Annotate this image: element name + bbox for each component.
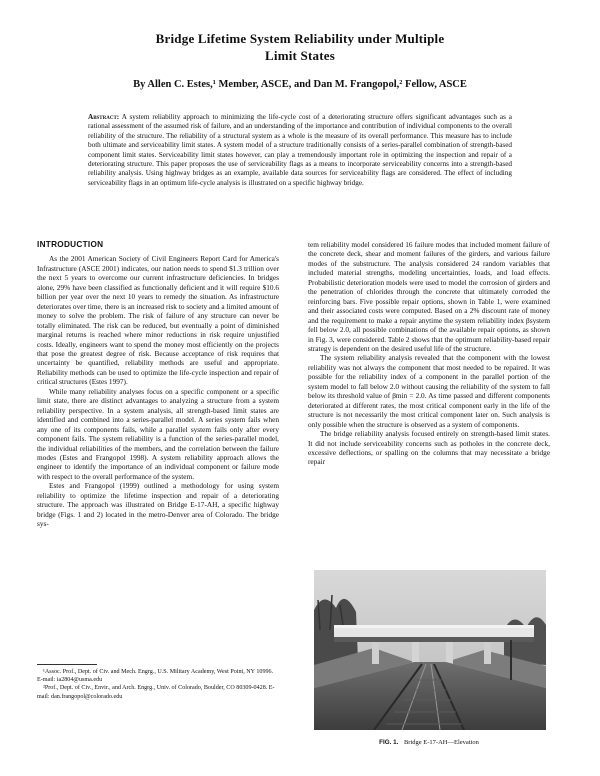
- footnote-1: ¹Assoc. Prof., Dept. of Civ. and Mech. Engrg., U.S. Military Academy, West Point, NY 10996. E-mail: ia2804@usma.edu: [37, 669, 274, 684]
- left-column: [37, 240, 279, 529]
- figure-label: FIG. 1.: [379, 739, 399, 746]
- paragraph: tem reliability model considered 16 failure modes that included moment failure of the concrete deck, shear and moment failures of the girders, and various failure modes of the substructure. The analysis considered 24 random variables that included material strengths, modeling uncertainties, loads, and load effects. Probabilistic deterioration models were used to model the corrosion of girders and the penetration of chlorides through the concrete that ultimately corroded the reinforcing bars. Five possible repair options, shown in Table 1, were examined and their associated costs were computed. Based on a 2% discount rate of money and the requirement to make a repair anytime the system reliability index βsystem fell below 2.0, all possible combinations of the available repair options, as shown in Fig. 3, were considered. Table 2 shows that the optimum reliability-based repair strategy is dependent on the desired useful life of the structure.: [308, 240, 550, 353]
- bridge-photo: [314, 570, 546, 730]
- paragraph: As the 2001 American Society of Civil Engineers Report Card for America's Infrastructure (ASCE 2001) indicates, our nation needs to spend $1.3 trillion over the next 5 years to overcome our current infrastructure deficiencies. In bridges alone, 29% have been classified as functionally deficient and it will require $10.6 billion per year over the next 10 years to remedy the situation. As infrastructure deteriorates over time, there is an increased risk to society and a limited amount of money to solve the problem. The risk of failure of any structure can never be totally eliminated. The risk can be reduced, but eventually a point of diminished marginal returns is reached where minor reductions in risk require unjustified costs. Ideally, engineers want to spend the money most efficiently on the projects that pose the greatest degree of risk. Because acceptance of risk requires that uncertainty be quantified, reliability methods are useful and appropriate. Reliability methods can be used to optimize the life-cycle inspection and repair of critical structures (Estes 1997).: [37, 254, 279, 387]
- paragraph: Estes and Frangopol (1999) outlined a methodology for using system reliability to optimize the lifetime inspection and repair of a deteriorating structure. The approach was illustrated on Bridge E-17-AH, a specific highway bridge (Figs. 1 and 2) located in the metro-Denver area of Colorado. The bridge sys-: [37, 481, 279, 529]
- figure-caption-text: Bridge E-17-AH—Elevation: [403, 739, 479, 746]
- paragraph: The bridge reliability analysis focused entirely on strength-based limit states. It did not include serviceability concerns such as potholes in the concrete deck, excessive deflections, or spalling on the columns that may necessitate a bridge repair: [308, 429, 550, 467]
- paper-title: [60, 30, 540, 64]
- abstract-label: Abstract:: [88, 113, 120, 121]
- footnote-divider: [37, 664, 97, 665]
- abstract: [88, 113, 512, 188]
- right-column: [308, 240, 550, 467]
- footnote-2: ²Prof., Dept. of Civ., Envir., and Arch. Engrg., Univ. of Colorado, Boulder, CO 80309-0428. E-mail: dan.frangopol@colorado.edu: [37, 685, 275, 700]
- bridge-photo-illustration: [314, 570, 546, 730]
- author-line: By Allen C. Estes,¹ Member, ASCE, and Dan M. Frangopol,² Fellow, ASCE: [133, 79, 467, 90]
- footnotes: [37, 668, 279, 701]
- paragraph: While many reliability analyses focus on a specific component or a specific limit state, there are distinct advantages to analyzing a structure from a system reliability perspective. In a system analysis, all strength-based limit states are identified and combined into a series-parallel model. A series system fails when any one of its components fails, while a parallel system fails only after every component fails. The system reliability is a function of the series-parallel model, the individual reliabilities of the members, and the correlation between the failure modes (Estes and Frangopol 1998). A system reliability approach allows the engineer to identify the importance of an individual component or failure mode with respect to the overall performance of the system.: [37, 386, 279, 481]
- figure-caption: [308, 739, 550, 746]
- abstract-text: A system reliability approach to minimizing the life-cycle cost of a deteriorating structure offers significant advantages such as a rational assessment of the assumed risk of failure, and an understanding of the importance and contribution of individual components to the overall reliability of the structure. The reliability of a structural system as a whole is the measure of its overall performance. This measure has to include both ultimate and serviceability limit states. A system model of a structure traditionally consists of a series-parallel combination of strength-based component limit states. Serviceability limit states however, can play a tremendously important role in optimizing the inspection and repair of a deteriorating structure. This paper proposes the use of serviceability flags as a means to incorporate serviceability concerns into a strength-based reliability analysis. Using highway bridges as an example, available data sources for serviceability flags are considered. The effect of including serviceability flags in an optimum life-cycle analysis is illustrated on a specific highway bridge.: [88, 113, 512, 187]
- paragraph: The system reliability analysis revealed that the component with the lowest reliability was not always the component that most needed to be repaired. It was possible for the reliability index of a component in the parallel portion of the system model to fall below 2.0 without causing the reliability of the system to fall below its threshold value of βmin = 2.0. As time passed and different components deteriorated at different rates, the most critical component early in the life of the structure is not necessarily the most critical component later on. Such analysis is only possible when the structure is observed as a system of components.: [308, 353, 550, 429]
- title-line-2: Limit States: [265, 48, 335, 63]
- title-line-1: Bridge Lifetime System Reliability under Multiple: [155, 31, 445, 46]
- section-heading-introduction: INTRODUCTION: [37, 240, 104, 249]
